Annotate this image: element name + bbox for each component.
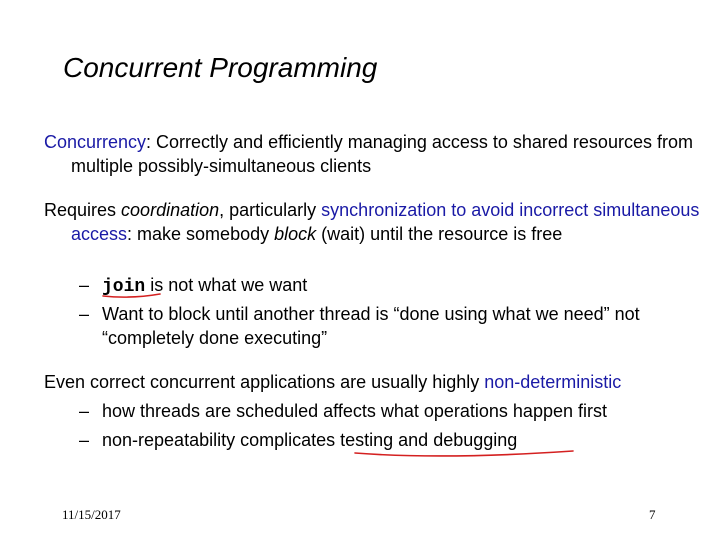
list-item-text: non-repeatability complicates testing and debugging [102, 430, 518, 450]
coordination-paragraph [44, 198, 720, 246]
coordination-text-4: (wait) until the resource is free [316, 224, 563, 244]
bullet-dash: – [79, 304, 90, 324]
list-item-text: is not what we want [145, 275, 308, 295]
bullet-dash: – [79, 401, 90, 421]
bullet-dash: – [79, 430, 90, 450]
list-item [79, 428, 699, 452]
concurrency-definition [44, 130, 720, 178]
list-item-text: how threads are scheduled affects what operations happen first [102, 401, 607, 421]
nondeterminism-paragraph [44, 370, 704, 394]
list-item-text: Want to block until another thread is “done using what we need” not “completely done executing” [102, 304, 640, 348]
list-item [79, 302, 699, 350]
block-term: block [274, 224, 317, 244]
concurrency-term: Concurrency [44, 132, 147, 152]
coordination-term: coordination [121, 200, 220, 220]
coordination-text-3: : make somebody [127, 224, 275, 244]
list-item [79, 273, 699, 299]
coordination-text-2: , particularly [219, 200, 322, 220]
page-title: Concurrent Programming [63, 52, 378, 83]
concurrency-definition-text: : Correctly and efficiently managing access to shared resources from multiple possibly-simultaneous clients [71, 132, 693, 176]
coordination-text-1: Requires [44, 200, 122, 220]
synchronization-term: synchronization to avoid incorrect simultaneous access [71, 200, 700, 244]
join-code: join [102, 277, 146, 297]
bullet-dash: – [79, 275, 90, 295]
non-deterministic-term: non-deterministic [484, 372, 622, 392]
footer-date: 11/15/2017 [62, 507, 121, 522]
nondeterminism-text: Even correct concurrent applications are usually highly [44, 372, 485, 392]
page-number: 7 [649, 507, 656, 522]
list-item [79, 399, 699, 423]
